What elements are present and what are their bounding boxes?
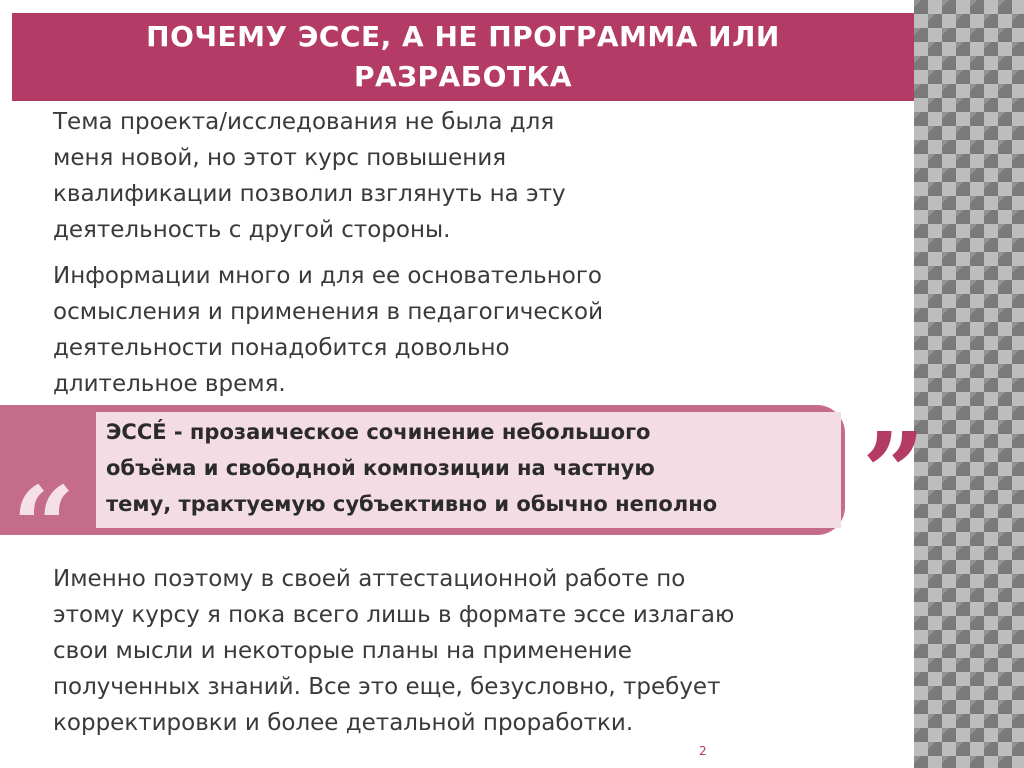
page-number: 2	[699, 744, 707, 758]
title-bar	[12, 13, 914, 101]
decorative-pattern-strip	[914, 0, 1024, 768]
close-quote-icon: ”	[862, 408, 926, 537]
slide-title: ПОЧЕМУ ЭССЕ, А НЕ ПРОГРАММА ИЛИ РАЗРАБОТКА	[146, 20, 780, 93]
paragraph-conclusion: Именно поэтому в своей аттестационной работе по этому курсу я пока всего лишь в формате эссе излагаю свои мысли и некоторые планы на применение полученных знаний. Все это еще, безусловно, требует корректировки и более детальной проработки.	[53, 566, 735, 736]
paragraph-topic: Тема проекта/исследования не была для меня новой, но этот курс повышения квалификации позволил взглянуть на эту деятельность с другой стороны.	[53, 109, 566, 243]
open-quote-icon: “	[12, 462, 76, 591]
essay-definition-quote: ЭССÉ - прозаическое сочинение небольшого объёма и свободной композиции на частную тему, трактуемую субъективно и обычно неполно	[106, 420, 718, 516]
paragraph-information: Информации много и для ее основательного осмысления и применения в педагогической деятельности понадобится довольно длительное время.	[53, 263, 604, 397]
